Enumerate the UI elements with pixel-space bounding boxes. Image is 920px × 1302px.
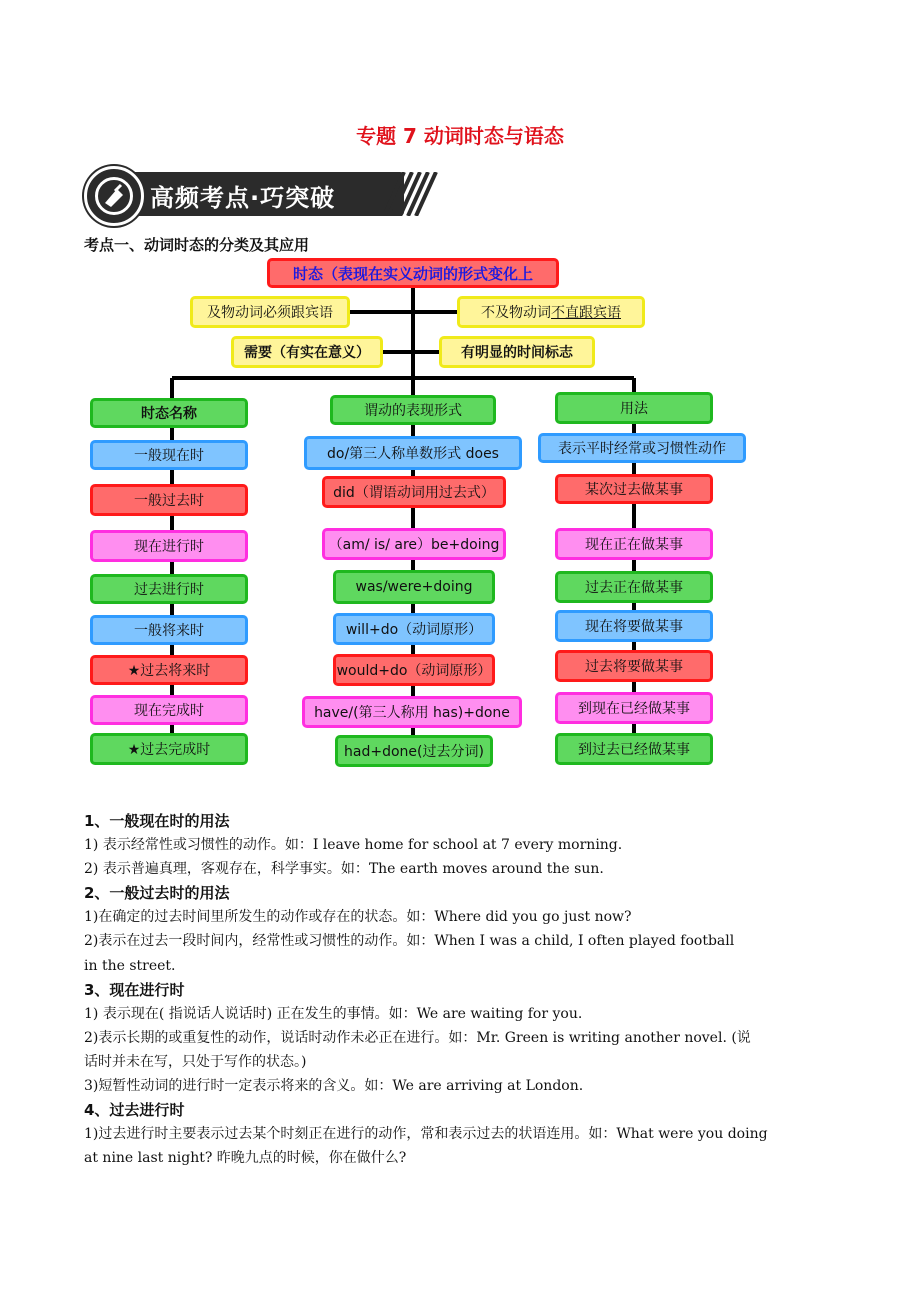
form-item: （am/ is/ are）be+doing [322, 528, 506, 560]
usage-item: 到现在已经做某事 [555, 692, 713, 724]
col-head-tense-name: 时态名称 [90, 398, 248, 428]
intransitive-note: 不及物动词 不直跟宾语 [457, 296, 645, 328]
body-line: 2)表示在过去一段时间内，经常性或习惯性的动作。如：When I was a child, I often played football [84, 933, 735, 949]
body-line: 1)过去进行时主要表示过去某个时刻正在进行的动作，常和表示过去的状语连用。如：What were you doing [84, 1126, 768, 1142]
tense-item: 一般将来时 [90, 615, 248, 645]
body-line: 3)短暂性动词的进行时一定表示将来的含义。如：We are arriving at London. [84, 1078, 584, 1094]
form-item: was/were+doing [333, 570, 495, 604]
heading-simple-present: 1、一般现在时的用法 [84, 812, 230, 830]
heading-past-continuous: 4、过去进行时 [84, 1101, 185, 1119]
tense-item: 一般现在时 [90, 440, 248, 470]
heading-present-continuous: 3、现在进行时 [84, 981, 185, 999]
usage-item: 过去将要做某事 [555, 650, 713, 682]
usage-item: 表示平时经常或习惯性动作 [538, 433, 746, 463]
form-item: do/第三人称单数形式 does [304, 436, 522, 470]
section-heading: 考点一、动词时态的分类及其应用 [84, 236, 310, 254]
tense-item: 一般过去时 [90, 484, 248, 516]
body-line: 2) 表示普遍真理，客观存在，科学事实。如：The earth moves around the sun. [84, 861, 604, 877]
tense-item: ★过去完成时 [90, 733, 248, 765]
col-head-usage: 用法 [555, 392, 713, 424]
meaning-note: 需要（有实在意义） [231, 336, 383, 368]
tense-item: 过去进行时 [90, 574, 248, 604]
page-title: 专题 7 动词时态与语态 [356, 124, 564, 148]
tense-root-box: 时态（表现在实义动词的形式变化上 [267, 258, 559, 288]
heading-simple-past: 2、一般过去时的用法 [84, 884, 230, 902]
body-line: at nine last night? 昨晚九点的时候，你在做什么? [84, 1150, 407, 1166]
col-head-form: 谓动的表现形式 [330, 395, 496, 425]
usage-item: 现在将要做某事 [555, 610, 713, 642]
body-line: 2)表示长期的或重复性的动作，说话时动作未必正在进行。如：Mr. Green is writing another novel. (说 [84, 1030, 751, 1046]
form-item: will+do（动词原形） [333, 613, 495, 645]
body-line: 1) 表示现在( 指说话人说话时) 正在发生的事情。如：We are waiting for you. [84, 1006, 583, 1022]
form-item: did（谓语动词用过去式） [322, 476, 506, 508]
usage-item: 某次过去做某事 [555, 474, 713, 504]
tense-item: 现在进行时 [90, 530, 248, 562]
usage-item: 过去正在做某事 [555, 571, 713, 603]
transitive-note: 及物动词必须跟宾语 [190, 296, 350, 328]
usage-item: 到过去已经做某事 [555, 733, 713, 765]
tense-item: ★过去将来时 [90, 655, 248, 685]
tense-item: 现在完成时 [90, 695, 248, 725]
time-marker-note: 有明显的时间标志 [439, 336, 595, 368]
banner-title: 高频考点·巧突破 [150, 184, 336, 212]
body-line: 1) 表示经常性或习惯性的动作。如：I leave home for school at 7 every morning. [84, 837, 623, 853]
usage-item: 现在正在做某事 [555, 528, 713, 560]
form-item: have/(第三人称用 has)+done [302, 696, 522, 728]
form-item: would+do（动词原形） [333, 654, 495, 686]
form-item: had+done(过去分词) [335, 735, 493, 767]
body-line: 1)在确定的过去时间里所发生的动作或存在的状态。如：Where did you go just now? [84, 909, 632, 925]
body-line: in the street. [84, 958, 176, 974]
body-line: 话时并未在写，只处于写作的状态。) [84, 1054, 307, 1070]
